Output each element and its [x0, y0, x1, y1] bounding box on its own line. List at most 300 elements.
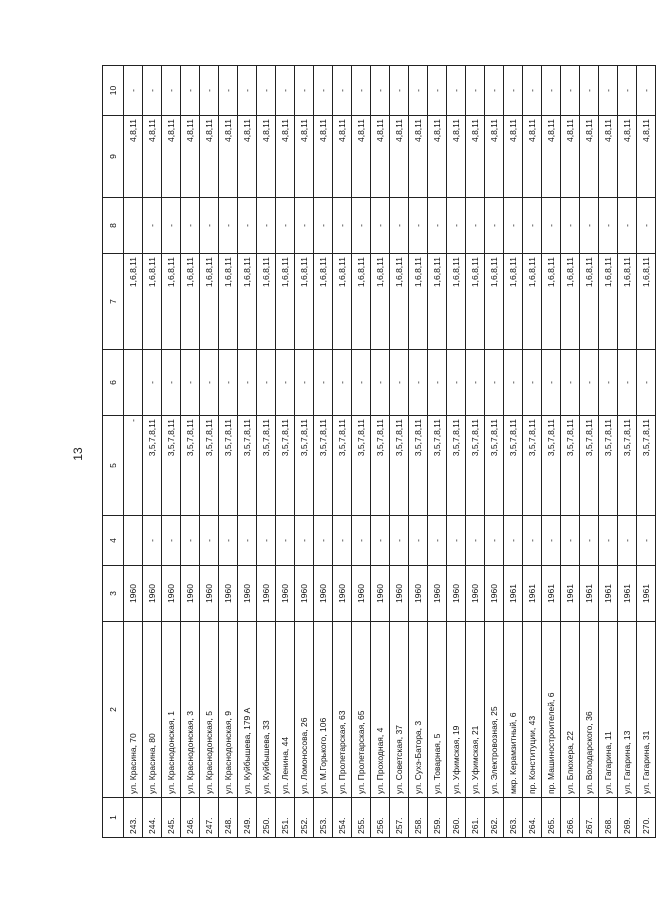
table-row [561, 66, 580, 838]
cell-col7: 1,6,8,11 [504, 254, 523, 350]
cell-col4: - [219, 516, 238, 566]
cell-col7: 1,6,8,11 [352, 254, 371, 350]
col-header-1: 1 [103, 798, 124, 838]
table-row [314, 66, 333, 838]
cell-col8: - [637, 198, 656, 254]
cell-col8: - [181, 198, 200, 254]
cell-col10: - [276, 66, 295, 116]
cell-number: 243. [124, 798, 143, 838]
cell-address: ул. Блюхера, 22 [561, 622, 580, 798]
cell-col4: - [238, 516, 257, 566]
cell-col10: - [561, 66, 580, 116]
cell-year: 1960 [371, 566, 390, 622]
cell-col9: 4,8,11 [561, 116, 580, 198]
cell-col9: 4,8,11 [523, 116, 542, 198]
table-row [181, 66, 200, 838]
cell-col8: - [333, 198, 352, 254]
cell-number: 256. [371, 798, 390, 838]
cell-col9: 4,8,11 [409, 116, 428, 198]
cell-col10: - [352, 66, 371, 116]
cell-col5: 3,5,7,8,11 [428, 416, 447, 516]
cell-address: ул. Володарского, 36 [580, 622, 599, 798]
cell-address: ул. Пролетарская, 65 [352, 622, 371, 798]
cell-number: 254. [333, 798, 352, 838]
cell-col5: 3,5,7,8,11 [371, 416, 390, 516]
cell-col9: 4,8,11 [466, 116, 485, 198]
cell-address: ул. Гагарина, 31 [637, 622, 656, 798]
cell-col4: - [276, 516, 295, 566]
cell-col6: - [637, 350, 656, 416]
cell-col9: 4,8,11 [542, 116, 561, 198]
cell-col8: - [219, 198, 238, 254]
cell-col7: 1,6,8,11 [523, 254, 542, 350]
cell-col5: 3,5,7,8,11 [238, 416, 257, 516]
cell-col9: 4,8,11 [219, 116, 238, 198]
cell-col4: - [162, 516, 181, 566]
cell-col5: 3,5,7,8,11 [352, 416, 371, 516]
page-number: 13 [71, 447, 85, 461]
cell-year: 1960 [143, 566, 162, 622]
table-row [466, 66, 485, 838]
cell-col4: - [371, 516, 390, 566]
cell-col5: 3,5,7,8,11 [618, 416, 637, 516]
cell-col10: - [409, 66, 428, 116]
cell-number: 249. [238, 798, 257, 838]
housing-table [102, 65, 656, 838]
cell-year: 1961 [561, 566, 580, 622]
cell-number: 245. [162, 798, 181, 838]
cell-col5: 3,5,7,8,11 [523, 416, 542, 516]
cell-address: ул. Куйбышева, 33 [257, 622, 276, 798]
cell-col6 [124, 350, 143, 416]
cell-col10: - [162, 66, 181, 116]
cell-year: 1960 [447, 566, 466, 622]
cell-col10: - [238, 66, 257, 116]
cell-year: 1960 [238, 566, 257, 622]
col-header-3: 3 [103, 566, 124, 622]
cell-col6: - [257, 350, 276, 416]
cell-year: 1961 [523, 566, 542, 622]
cell-col9: 4,8,11 [162, 116, 181, 198]
cell-col9: 4,8,11 [580, 116, 599, 198]
cell-col10: - [295, 66, 314, 116]
cell-col6: - [542, 350, 561, 416]
cell-col7: 1,6,8,11 [618, 254, 637, 350]
cell-col10: - [124, 66, 143, 116]
cell-col9: 4,8,11 [276, 116, 295, 198]
cell-address: пр. Машиностроителей, 6 [542, 622, 561, 798]
cell-col8: - [200, 198, 219, 254]
cell-address: ул. Сухэ-Батора, 3 [409, 622, 428, 798]
cell-col10: - [447, 66, 466, 116]
cell-col8 [124, 198, 143, 254]
cell-number: 265. [542, 798, 561, 838]
cell-address: ул. Пролетарская, 63 [333, 622, 352, 798]
cell-col8: - [466, 198, 485, 254]
cell-col4: - [466, 516, 485, 566]
cell-year: 1960 [181, 566, 200, 622]
cell-address: ул. Ленина, 44 [276, 622, 295, 798]
table-row [257, 66, 276, 838]
cell-address: ул. Уфимская, 21 [466, 622, 485, 798]
col-header-6: 6 [103, 350, 124, 416]
cell-col9: 4,8,11 [599, 116, 618, 198]
cell-col5: 3,5,7,8,11 [181, 416, 200, 516]
cell-year: 1960 [314, 566, 333, 622]
cell-number: 259. [428, 798, 447, 838]
cell-col6: - [504, 350, 523, 416]
cell-col6: - [143, 350, 162, 416]
cell-col8: - [276, 198, 295, 254]
cell-year: 1960 [124, 566, 143, 622]
cell-col5: 3,5,7,8,11 [447, 416, 466, 516]
cell-number: 269. [618, 798, 637, 838]
cell-number: 262. [485, 798, 504, 838]
cell-col9: 4,8,11 [314, 116, 333, 198]
cell-col9: 4,8,11 [637, 116, 656, 198]
cell-year: 1961 [580, 566, 599, 622]
table-row [637, 66, 656, 838]
table-row [276, 66, 295, 838]
cell-col10: - [580, 66, 599, 116]
col-header-4: 4 [103, 516, 124, 566]
cell-address: ул. Товарная, 5 [428, 622, 447, 798]
cell-col10: - [428, 66, 447, 116]
table-row [523, 66, 542, 838]
cell-number: 255. [352, 798, 371, 838]
cell-col8: - [599, 198, 618, 254]
cell-address: ул. Советская, 37 [390, 622, 409, 798]
cell-col7: 1,6,8,11 [409, 254, 428, 350]
cell-col7: 1,6,8,11 [314, 254, 333, 350]
cell-col5: 3,5,7,8,11 [580, 416, 599, 516]
cell-col6: - [295, 350, 314, 416]
cell-col7: 1,6,8,11 [333, 254, 352, 350]
col-header-9: 9 [103, 116, 124, 198]
cell-col7: 1,6,8,11 [466, 254, 485, 350]
cell-number: 257. [390, 798, 409, 838]
cell-col7: 1,6,8,11 [447, 254, 466, 350]
cell-col5: 3,5,7,8,11 [504, 416, 523, 516]
cell-col10: - [371, 66, 390, 116]
cell-address: ул. Краснодонская, 9 [219, 622, 238, 798]
cell-number: 252. [295, 798, 314, 838]
cell-col9: 4,8,11 [333, 116, 352, 198]
table-row [580, 66, 599, 838]
cell-number: 264. [523, 798, 542, 838]
table-row [295, 66, 314, 838]
cell-number: 268. [599, 798, 618, 838]
cell-number: 263. [504, 798, 523, 838]
cell-col10: - [200, 66, 219, 116]
col-header-5: 5 [103, 416, 124, 516]
cell-col7: 1,6,8,11 [599, 254, 618, 350]
cell-col5: 3,5,7,8,11 [314, 416, 333, 516]
table-row [618, 66, 637, 838]
cell-col5: 3,5,7,8,11 [257, 416, 276, 516]
cell-col9: 4,8,11 [238, 116, 257, 198]
cell-col4: - [333, 516, 352, 566]
cell-col4: - [504, 516, 523, 566]
cell-col7: 1,6,8,11 [580, 254, 599, 350]
cell-col7: 1,6,8,11 [143, 254, 162, 350]
cell-col7: 1,6,8,11 [390, 254, 409, 350]
cell-year: 1961 [637, 566, 656, 622]
cell-number: 258. [409, 798, 428, 838]
cell-year: 1961 [599, 566, 618, 622]
cell-col5: 3,5,7,8,11 [276, 416, 295, 516]
cell-col5: 3,5,7,8,11 [390, 416, 409, 516]
cell-number: 251. [276, 798, 295, 838]
table-row [219, 66, 238, 838]
table-row [485, 66, 504, 838]
cell-col5: 3,5,7,8,11 [561, 416, 580, 516]
cell-col5: 3,5,7,8,11 [162, 416, 181, 516]
cell-col8: - [428, 198, 447, 254]
cell-address: пр. Конституции, 43 [523, 622, 542, 798]
cell-col8: - [580, 198, 599, 254]
table-row [447, 66, 466, 838]
table-row [409, 66, 428, 838]
cell-year: 1961 [618, 566, 637, 622]
cell-col9: 4,8,11 [618, 116, 637, 198]
cell-col5: 3,5,7,8,11 [219, 416, 238, 516]
table-row [200, 66, 219, 838]
cell-col10: - [542, 66, 561, 116]
cell-col9: 4,8,11 [143, 116, 162, 198]
cell-address: ул. Уфимская, 19 [447, 622, 466, 798]
cell-col4: - [257, 516, 276, 566]
cell-col6: - [390, 350, 409, 416]
cell-col4: - [580, 516, 599, 566]
table-header [103, 66, 124, 838]
cell-col7: 1,6,8,11 [162, 254, 181, 350]
cell-col9: 4,8,11 [200, 116, 219, 198]
cell-col4 [124, 516, 143, 566]
cell-col4: - [618, 516, 637, 566]
cell-address: ул. Ломоносова, 26 [295, 622, 314, 798]
cell-col8: - [238, 198, 257, 254]
table-row [143, 66, 162, 838]
cell-col8: - [485, 198, 504, 254]
table-row [333, 66, 352, 838]
cell-col4: - [561, 516, 580, 566]
cell-col4: - [485, 516, 504, 566]
cell-year: 1961 [504, 566, 523, 622]
cell-col7: 1,6,8,11 [542, 254, 561, 350]
cell-col5: 3,5,7,8,11 [143, 416, 162, 516]
cell-col7: 1,6,8,11 [371, 254, 390, 350]
cell-year: 1960 [390, 566, 409, 622]
cell-col6: - [314, 350, 333, 416]
cell-col10: - [333, 66, 352, 116]
cell-col4: - [523, 516, 542, 566]
cell-col10: - [314, 66, 333, 116]
cell-col10: - [181, 66, 200, 116]
cell-number: 248. [219, 798, 238, 838]
cell-col5: 3,5,7,8,11 [599, 416, 618, 516]
cell-col10: - [637, 66, 656, 116]
cell-year: 1960 [333, 566, 352, 622]
cell-col10: - [257, 66, 276, 116]
cell-year: 1960 [352, 566, 371, 622]
cell-number: 270. [637, 798, 656, 838]
cell-col4: - [314, 516, 333, 566]
cell-col9: 4,8,11 [428, 116, 447, 198]
cell-address: ул. Красина, 80 [143, 622, 162, 798]
cell-year: 1960 [162, 566, 181, 622]
cell-col5: 3,5,7,8,11 [333, 416, 352, 516]
cell-col10: - [523, 66, 542, 116]
cell-col5: 3,5,7,8,11 [542, 416, 561, 516]
cell-col10: - [599, 66, 618, 116]
cell-number: 247. [200, 798, 219, 838]
cell-col8: - [447, 198, 466, 254]
cell-year: 1960 [485, 566, 504, 622]
cell-number: 253. [314, 798, 333, 838]
cell-col5: 3,5,7,8,11 [200, 416, 219, 516]
cell-number: 267. [580, 798, 599, 838]
cell-col6: - [618, 350, 637, 416]
cell-number: 250. [257, 798, 276, 838]
cell-col6: - [371, 350, 390, 416]
cell-address: ул. Краснодонская, 3 [181, 622, 200, 798]
cell-col10: - [219, 66, 238, 116]
table-row [238, 66, 257, 838]
cell-col6: - [447, 350, 466, 416]
cell-col7: 1,6,8,11 [561, 254, 580, 350]
cell-col6: - [561, 350, 580, 416]
cell-col6: - [333, 350, 352, 416]
cell-year: 1960 [409, 566, 428, 622]
cell-col4: - [181, 516, 200, 566]
cell-col10: - [618, 66, 637, 116]
col-header-10: 10 [103, 66, 124, 116]
table-row [542, 66, 561, 838]
cell-address: ул. Электровозная, 25 [485, 622, 504, 798]
cell-col9: 4,8,11 [390, 116, 409, 198]
cell-year: 1960 [428, 566, 447, 622]
cell-col6: - [352, 350, 371, 416]
cell-year: 1961 [542, 566, 561, 622]
cell-col4: - [542, 516, 561, 566]
cell-col5: - [124, 416, 143, 516]
cell-address: ул. Гагарина, 13 [618, 622, 637, 798]
cell-col8: - [314, 198, 333, 254]
cell-col8: - [561, 198, 580, 254]
table-row [124, 66, 143, 838]
table-row [428, 66, 447, 838]
cell-col4: - [200, 516, 219, 566]
cell-col9: 4,8,11 [504, 116, 523, 198]
cell-address: ул. Гагарина, 11 [599, 622, 618, 798]
table-row [352, 66, 371, 838]
cell-col7: 1,6,8,11 [257, 254, 276, 350]
cell-col4: - [447, 516, 466, 566]
cell-col10: - [143, 66, 162, 116]
cell-col9: 4,8,11 [371, 116, 390, 198]
col-header-2: 2 [103, 622, 124, 798]
cell-col6: - [485, 350, 504, 416]
cell-col10: - [466, 66, 485, 116]
cell-col4: - [409, 516, 428, 566]
cell-address: ул. Куйбышева, 179 А [238, 622, 257, 798]
cell-col10: - [390, 66, 409, 116]
cell-col8: - [390, 198, 409, 254]
table-row [390, 66, 409, 838]
cell-col8: - [352, 198, 371, 254]
cell-col6: - [466, 350, 485, 416]
col-header-8: 8 [103, 198, 124, 254]
cell-col6: - [200, 350, 219, 416]
cell-col8: - [162, 198, 181, 254]
cell-col5: 3,5,7,8,11 [485, 416, 504, 516]
table-row [371, 66, 390, 838]
table-row [504, 66, 523, 838]
cell-col7: 1,6,8,11 [428, 254, 447, 350]
cell-address: ул. М.Горького, 106 [314, 622, 333, 798]
rotated-table-container [102, 66, 651, 838]
cell-number: 261. [466, 798, 485, 838]
cell-col5: 3,5,7,8,11 [466, 416, 485, 516]
cell-col8: - [143, 198, 162, 254]
cell-number: 244. [143, 798, 162, 838]
cell-col9: 4,8,11 [257, 116, 276, 198]
cell-col9: 4,8,11 [352, 116, 371, 198]
cell-col4: - [390, 516, 409, 566]
cell-col4: - [143, 516, 162, 566]
cell-col7: 1,6,8,11 [181, 254, 200, 350]
cell-year: 1960 [219, 566, 238, 622]
cell-col10: - [485, 66, 504, 116]
cell-number: 260. [447, 798, 466, 838]
cell-col5: 3,5,7,8,11 [295, 416, 314, 516]
cell-col9: 4,8,11 [485, 116, 504, 198]
cell-address: мкр. Керамзитный, 6 [504, 622, 523, 798]
cell-col9: 4,8,11 [295, 116, 314, 198]
cell-col7: 1,6,8,11 [637, 254, 656, 350]
cell-col6: - [523, 350, 542, 416]
cell-col6: - [599, 350, 618, 416]
cell-col8: - [618, 198, 637, 254]
cell-col6: - [238, 350, 257, 416]
cell-year: 1960 [295, 566, 314, 622]
cell-col6: - [276, 350, 295, 416]
cell-col6: - [428, 350, 447, 416]
cell-col7: 1,6,8,11 [219, 254, 238, 350]
cell-col4: - [352, 516, 371, 566]
cell-col9: 4,8,11 [124, 116, 143, 198]
cell-year: 1960 [276, 566, 295, 622]
cell-address: ул. Краснодонская, 1 [162, 622, 181, 798]
cell-col9: 4,8,11 [181, 116, 200, 198]
cell-col7: 1,6,8,11 [124, 254, 143, 350]
cell-col7: 1,6,8,11 [276, 254, 295, 350]
cell-address: ул. Краснодонская, 5 [200, 622, 219, 798]
cell-col8: - [523, 198, 542, 254]
cell-col5: 3,5,7,8,11 [637, 416, 656, 516]
cell-col4: - [637, 516, 656, 566]
cell-col6: - [409, 350, 428, 416]
table-row [599, 66, 618, 838]
table-row [162, 66, 181, 838]
cell-col6: - [162, 350, 181, 416]
cell-col4: - [295, 516, 314, 566]
cell-col5: 3,5,7,8,11 [409, 416, 428, 516]
cell-col8: - [542, 198, 561, 254]
cell-address: ул. Красина, 70 [124, 622, 143, 798]
cell-col7: 1,6,8,11 [295, 254, 314, 350]
